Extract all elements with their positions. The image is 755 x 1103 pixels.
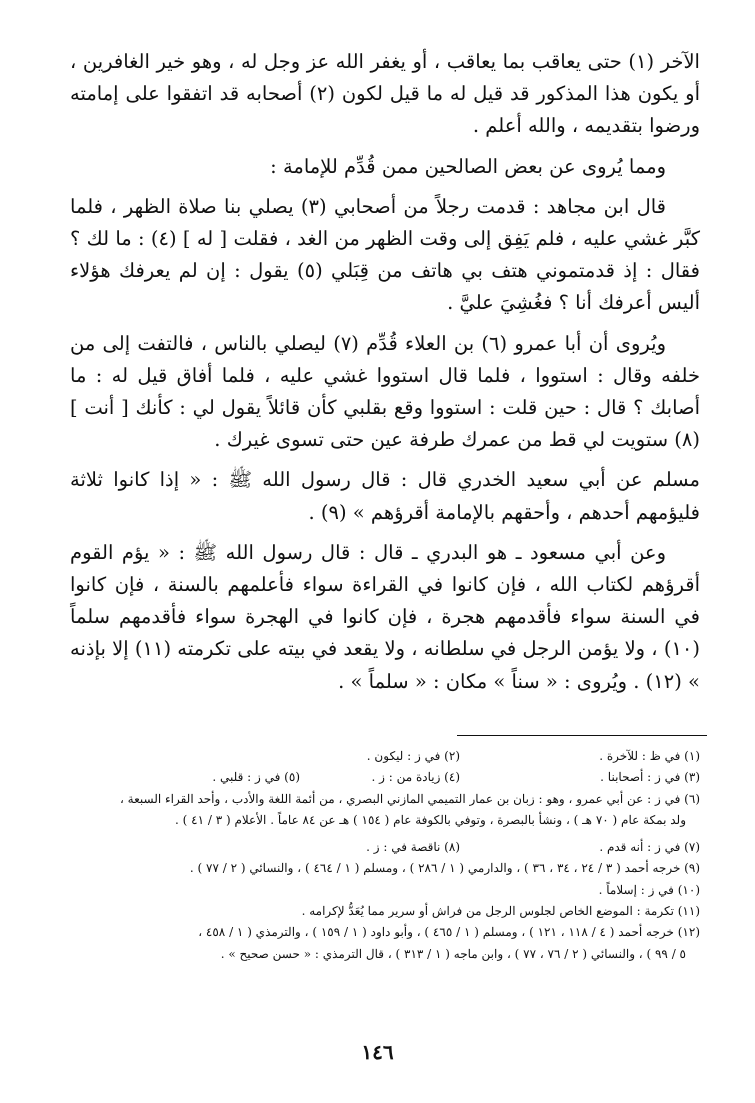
footnote-12: (١٢) خرجه أحمد ( ٤ / ١١٨ ، ١٢١ ) ، ومسلم ( ١ / ٤٦٥ ) ، وأبو داود ( ١ / ١٥٩ ) ، والترمذي ( ١ / ٤٥٨ ، xyxy=(198,925,700,940)
footnote-11: (١١) تكرمة : الموضع الخاص لجلوس الرجل من فراش أو سرير مما يُعَدُّ لإكرامه . xyxy=(301,904,700,919)
page-number: ١٤٦ xyxy=(361,1040,394,1064)
footnote-12-continued: ٥ / ٩٩ ) ، والنسائي ( ٢ / ٧٦ ، ٧٧ ) ، وابن ماجه ( ١ / ٣١٣ ) ، قال الترمذي : « حسن صحيح » . xyxy=(220,946,686,961)
paragraph-2: ومما يُروى عن بعض الصالحين ممن قُدِّم للإمامة : xyxy=(270,154,666,178)
paragraph-3: قال ابن مجاهد : قدمت رجلاً من أصحابي (٣) يصلي بنا صلاة الظهر ، فلما كبَّر غشي عليه ، فلم يَفِق إلى وقت الظهر من الغد ، فقلت [ له ] (٤) : ما لك ؟ فقال : إذ قدمتموني هتف بي هاتف من قِبَلي (٥) يقول : إن لم يعرفك هؤلاء أليس أعرفك أنا ؟ فغُشِيَ عليَّ . xyxy=(70,194,700,315)
footnote-3: (٣) في ز : أصحابنا . xyxy=(600,770,700,785)
footnote-10: (١٠) في ز : إسلاماً . xyxy=(598,882,700,897)
paragraph-1: الآخر (١) حتى يعاقب بما يعاقب ، أو يغفر الله عز وجل له ، وهو خير الغافرين ، أو يكون هذا المذكور قد قيل له ما قيل لكون (٢) أصحابه قد اتفقوا على إمامته ورضوا بتقديمه ، والله أعلم . xyxy=(70,50,700,138)
main-text xyxy=(70,46,700,698)
paragraph-5: مسلم عن أبي سعيد الخدري قال : قال رسول الله ﷺ : « إذا كانوا ثلاثة فليؤمهم أحدهم ، وأحقهم بالإمامة أقرؤهم » (٩) . xyxy=(70,468,700,524)
footnote-4: (٤) زيادة من : ز . xyxy=(371,770,460,785)
footnote-separator xyxy=(457,735,707,736)
footnote-row xyxy=(70,746,700,767)
footnote-6: (٦) في ز : عن أبي عمرو ، وهو : زبان بن عمار التميمي المازني البصري ، من أئمة اللغة والأدب ، وأحد القراء السبعة ، xyxy=(119,791,700,806)
footnotes xyxy=(70,746,700,965)
footnote-6-continued: ولد بمكة عام ( ٧٠ هـ ) ، ونشأ بالبصرة ، وتوفي بالكوفة عام ( ١٥٤ ) هـ عن ٨٤ عاماً . الأعلام ( ٣ / ٤١ ) . xyxy=(175,812,686,827)
paragraph-4: ويُروى أن أبا عمرو (٦) بن العلاء قُدِّم (٧) ليصلي بالناس ، فالتفت إلى من خلفه وقال : استووا ، فلما قال استووا غشي عليه ، فلما أفاق قيل له : ما أصابك ؟ قال : حين قلت : استووا وقع بقلبي كأن قائلاً يقول لي : كأنك [ أنت ] (٨) ستويت لي قط من عمرك طرفة عين حتى تسوى غيرك . xyxy=(70,331,700,452)
footnote-7: (٧) في ز : أنه قدم . xyxy=(599,840,700,855)
footnote-row xyxy=(70,767,700,788)
footnote-1: (١) في ظ : للآخرة . xyxy=(599,749,700,763)
paragraph-6: وعن أبي مسعود ـ هو البدري ـ قال : قال رسول الله ﷺ : « يؤم القوم أقرؤهم لكتاب الله ، فإن كانوا في القراءة سواء فأعلمهم بالسنة ، فإن كانوا في السنة سواء فأقدمهم هجرة ، فإن كانوا في الهجرة سواء فأقدمهم سلماً (١٠) ، ولا يؤمن الرجل في سلطانه ، ولا يقعد في بيته على تكرمته (١١) إلا بإذنه » (١٢) . ويُروى : « سناً » مكان : « سلماً » . xyxy=(70,540,700,693)
footnote-9: (٩) خرجه أحمد ( ٣ / ٢٤ ، ٣٤ ، ٣٦ ) ، والدارمي ( ١ / ٢٨٦ ) ، ومسلم ( ١ / ٤٦٤ ) ، والنسائي ( ٢ / ٧٧ ) . xyxy=(189,861,700,876)
footnote-8: (٨) ناقصة في : ز . xyxy=(366,840,460,855)
footnote-row xyxy=(70,837,700,858)
footnote-5: (٥) في ز : قلبي . xyxy=(212,770,300,785)
footnote-2: (٢) في ز : ليكون . xyxy=(366,749,460,763)
